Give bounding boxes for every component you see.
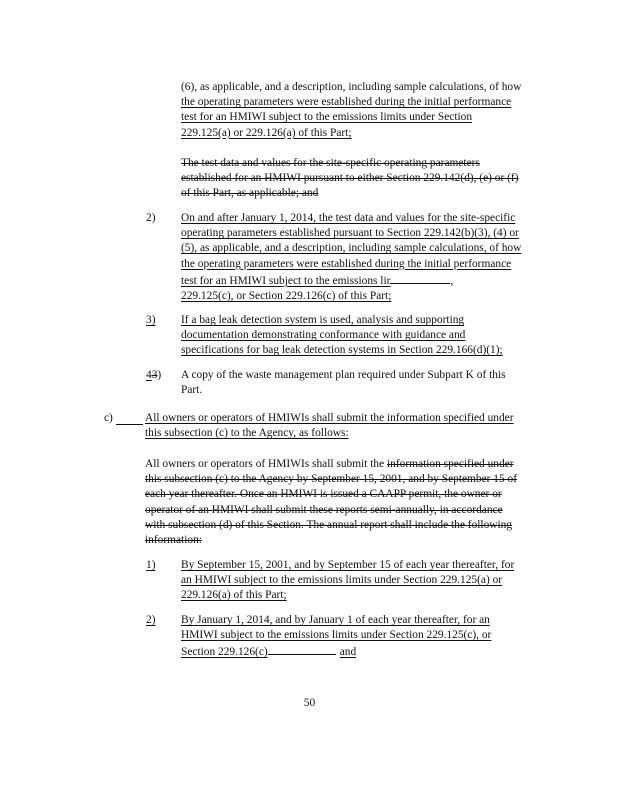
item-c2-label: 2) <box>146 614 156 626</box>
text-line: the operating parameters were established during the initial performance <box>181 96 512 109</box>
text-line: documentation demonstrating conformance with guidance and <box>181 329 466 342</box>
text-line: of this Part, as applicable; and <box>181 187 319 200</box>
section-c-old-text <box>145 457 517 548</box>
label-new-digit: 4 <box>146 369 152 381</box>
item-2-label: 2) <box>146 212 156 224</box>
text-line: 229.125(c), or Section 229.126(c) of this Part; <box>181 290 392 303</box>
text-line: HMIWI subject to the emissions limits under Section 229.125(c), or <box>181 629 492 642</box>
text-line: operator of an HMIWI shall submit these reports semi-annually, in accordance <box>145 503 503 516</box>
section-c-label: c) <box>104 412 113 424</box>
text-fragment: and <box>339 646 357 659</box>
item-4-text <box>181 368 506 398</box>
text-fragment: All owners or operators of HMIWIs shall submit the <box>145 458 388 470</box>
text-line: (5), as applicable, and a description, including sample calculations, of how <box>181 242 522 255</box>
section-c-underline-lead <box>116 411 143 425</box>
text-line: this subsection (c) to the Agency by September 15, 2001, and by September 15 of <box>145 473 518 486</box>
text-line: information: <box>145 534 202 547</box>
item-2-text <box>181 211 521 304</box>
page-number: 50 <box>303 697 316 709</box>
item-4-label <box>146 368 161 383</box>
text-line <box>145 457 517 472</box>
text-line: established for an HMIWI pursuant to either Section 229.142(d), (e) or (f) <box>181 172 519 185</box>
text-line: the operating parameters were established during the initial performance <box>181 257 512 270</box>
item-c1-label: 1) <box>146 559 156 571</box>
text-line: The test data and values for the site-specific operating parameters <box>181 157 480 169</box>
section-c-text <box>145 411 514 441</box>
trailing-mark: , <box>450 274 454 287</box>
redacted-gap <box>268 643 336 655</box>
text-line: All owners or operators of HMIWIs shall submit the information specified under <box>145 412 514 424</box>
text-line: specifications for bag leak detection systems in Section 229.166(d)(1); <box>181 344 503 357</box>
text-line: (6), as applicable, and a description, including sample calculations, of how <box>181 81 522 93</box>
label-paren: ) <box>157 369 162 381</box>
label-struck-digit: 3 <box>151 369 158 381</box>
text-line: with subsection (d) of this Section. The annual report shall include the following <box>145 518 513 531</box>
text-line: each year thereafter. Once an HMIWI is issued a CAAPP permit, the owner or <box>145 488 502 501</box>
text-line: On and after January 1, 2014, the test data and values for the site-specific <box>181 212 516 224</box>
text-line: If a bag leak detection system is used, analysis and supporting <box>181 314 465 326</box>
item-3-label: 3) <box>146 314 156 326</box>
item-3-text <box>181 313 503 359</box>
redacted-gap <box>390 272 450 284</box>
text-line: A copy of the waste management plan required under Subpart K of this <box>181 369 506 381</box>
text-line: operating parameters established pursuant to Section 229.142(b)(3), (4) or <box>181 227 519 240</box>
para-a-continuation <box>181 80 521 141</box>
text-line: 229.126(a) of this Part; <box>181 589 287 602</box>
para-a-struck <box>181 156 519 202</box>
text-line: test for an HMIWI subject to the emissions limits under Section <box>181 111 473 124</box>
text-line: 229.125(a) or 229.126(a) of this Part; <box>181 126 352 139</box>
text-line <box>181 272 521 289</box>
text-line: By September 15, 2001, and by September 15 of each year thereafter, for <box>181 559 515 571</box>
text-fragment: test for an HMIWI subject to the emissions lir <box>181 274 391 287</box>
text-line: this subsection (c) to the Agency, as follows: <box>145 427 349 440</box>
text-line <box>181 643 491 660</box>
text-line: By January 1, 2014, and by January 1 of each year thereafter, for an <box>181 614 490 626</box>
text-fragment: Section 229.126(c) <box>181 646 268 659</box>
item-c1-text <box>181 558 514 604</box>
text-line: Part. <box>181 384 203 397</box>
item-c2-text <box>181 613 491 661</box>
text-fragment-struck: information specified under <box>387 458 514 470</box>
text-line: an HMIWI subject to the emissions limits under Section 229.125(a) or <box>181 574 503 587</box>
